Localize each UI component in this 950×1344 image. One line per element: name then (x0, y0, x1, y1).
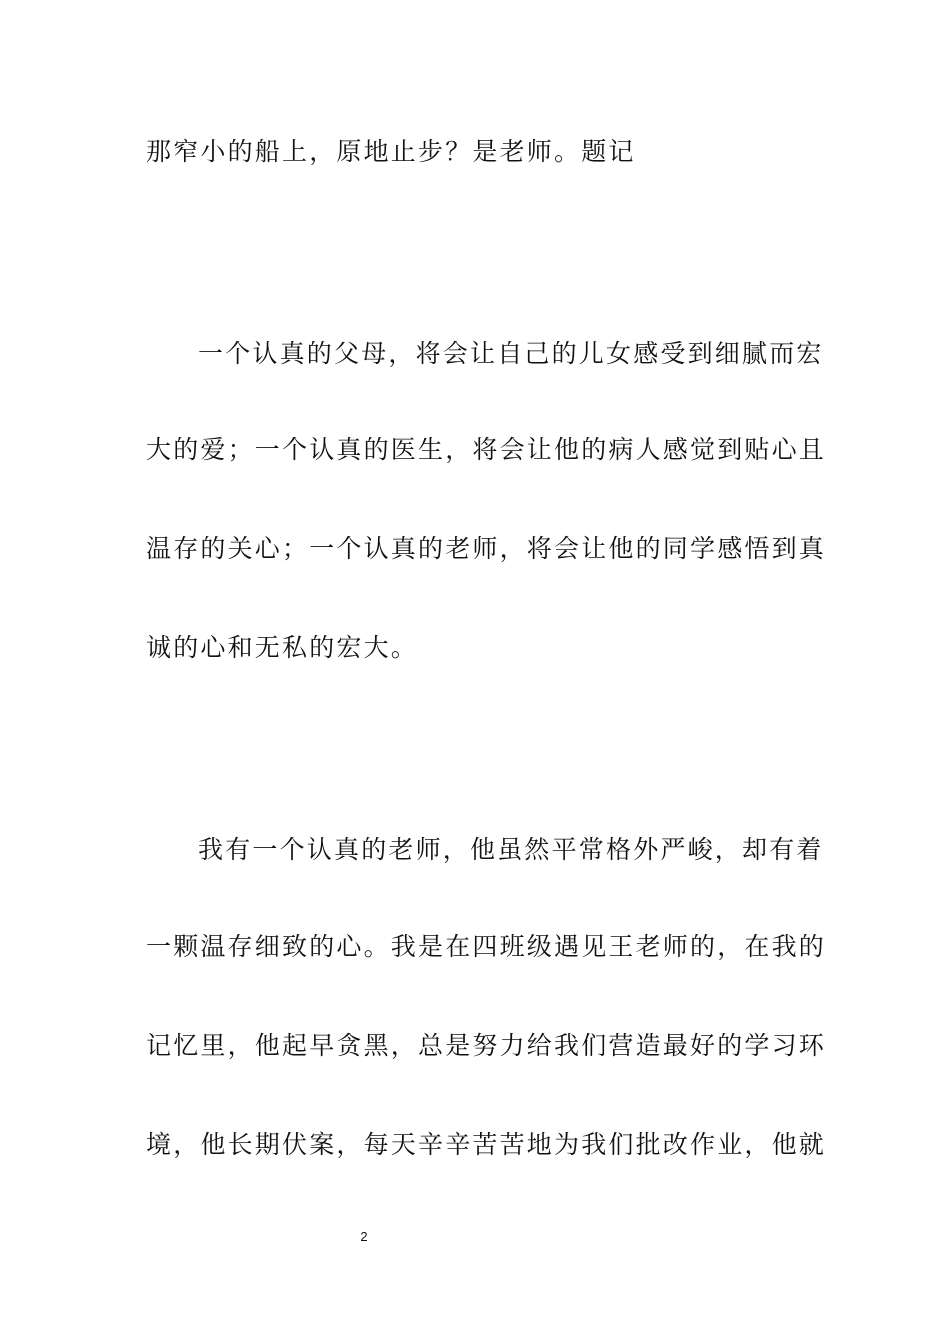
paragraph-2-line-1: 一个认真的父母，将会让自己的儿女感受到细腻而宏 (198, 339, 824, 368)
paragraph-2-line-4: 诚的心和无私的宏大。 (146, 633, 419, 662)
paragraph-2-line-2: 大的爱；一个认真的医生，将会让他的病人感觉到贴心且 (146, 435, 827, 464)
paragraph-2-line-3: 温存的关心；一个认真的老师，将会让他的同学感悟到真 (146, 534, 827, 563)
page-number: 2 (360, 1229, 368, 1244)
paragraph-3-line-1: 我有一个认真的老师，他虽然平常格外严峻，却有着 (198, 835, 824, 864)
paragraph-3-line-3: 记忆里，他起早贪黑，总是努力给我们营造最好的学习环 (146, 1031, 827, 1060)
paragraph-1-line-1: 那窄小的船上，原地止步？是老师。题记 (146, 137, 636, 166)
paragraph-3-line-4: 境，他长期伏案，每天辛辛苦苦地为我们批改作业，他就 (146, 1130, 827, 1159)
paragraph-3-line-2: 一颗温存细致的心。我是在四班级遇见王老师的，在我的 (146, 932, 827, 961)
